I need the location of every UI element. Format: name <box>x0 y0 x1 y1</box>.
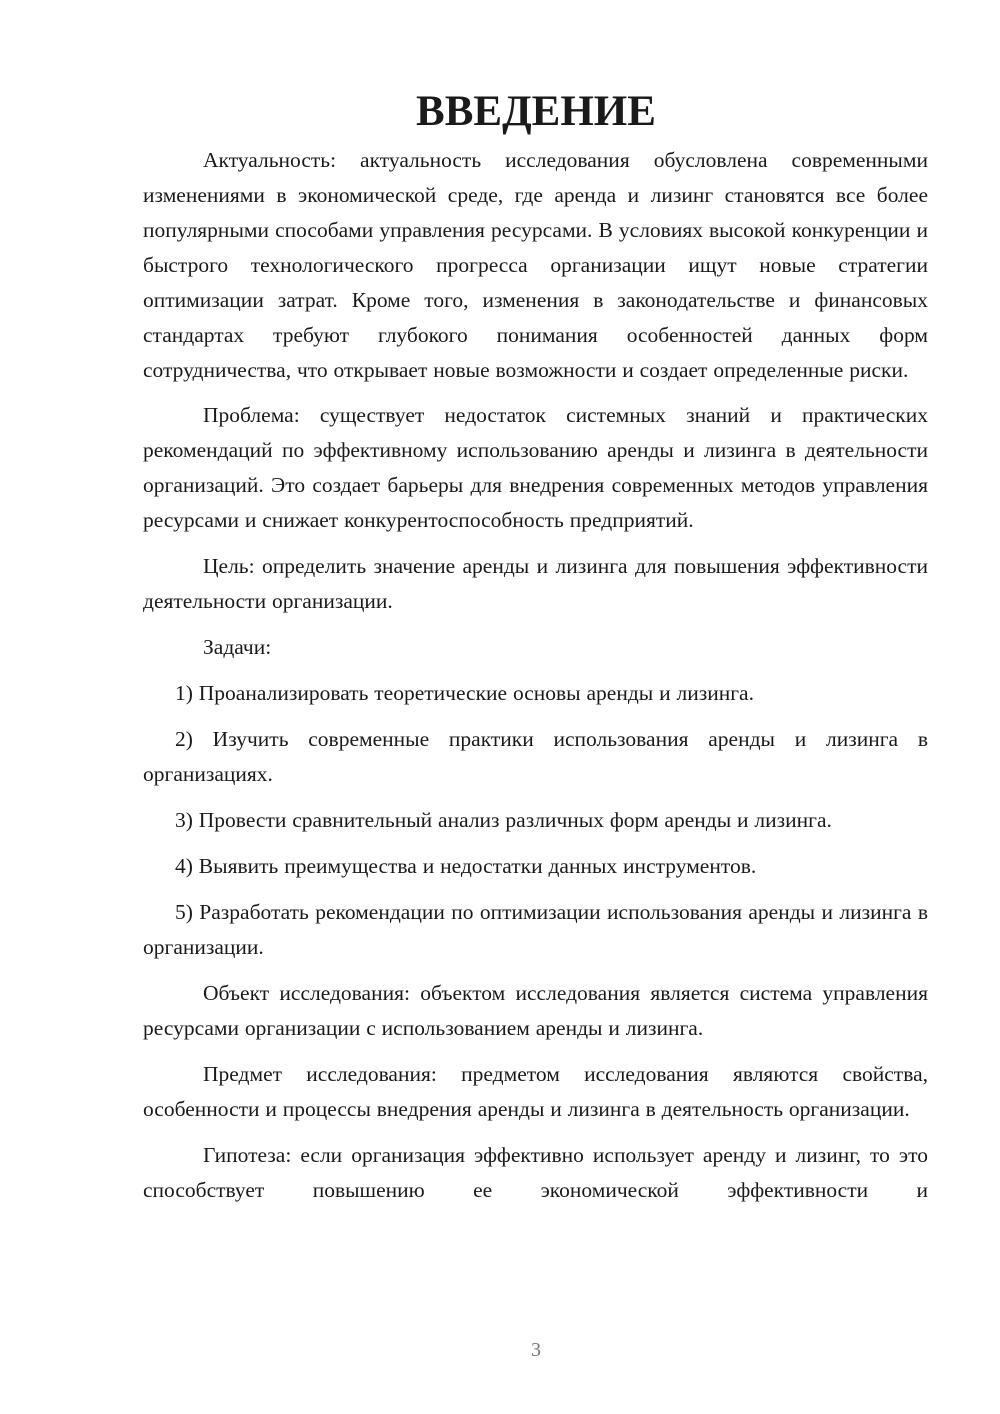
page-number: 3 <box>531 1339 541 1361</box>
paragraph-subject: Предмет исследования: предметом исследования являются свойства, особенности и процессы внедрения аренды и лизинга в деятельность организации. <box>143 1062 928 1121</box>
paragraph-relevance: Актуальность: актуальность исследования обусловлена современными изменениями в экономической среде, где аренда и лизинг становятся все более популярными способами управления ресурсами. В условиях высокой конкуренции и быстрого технологического прогресса организации ищут новые стратегии оптимизации затрат. Кроме того, изменения в законодательстве и финансовых стандартах требуют глубокого понимания особенностей данных форм сотрудничества, что открывает новые возможности и создает определенные риски. <box>143 148 928 382</box>
task-item-5: 5) Разработать рекомендации по оптимизации использования аренды и лизинга в организации. <box>143 900 928 959</box>
body-text <box>143 143 928 1208</box>
section-heading: ВВЕДЕНИЕ <box>416 88 656 135</box>
paragraph-problem: Проблема: существует недостаток системных знаний и практических рекомендаций по эффективному использованию аренды и лизинга в деятельности организаций. Это создает барьеры для внедрения современных методов управления ресурсами и снижает конкурентоспособность предприятий. <box>143 403 928 532</box>
task-item-4: 4) Выявить преимущества и недостатки данных инструментов. <box>175 854 757 878</box>
task-item-1: 1) Проанализировать теоретические основы аренды и лизинга. <box>175 681 754 705</box>
paragraph-hypothesis: Гипотеза: если организация эффективно использует аренду и лизинг, то это способствует повышению ее экономической эффективности и <box>143 1143 928 1202</box>
tasks-heading: Задачи: <box>203 635 272 659</box>
task-item-2: 2) Изучить современные практики использования аренды и лизинга в организациях. <box>143 727 928 786</box>
paragraph-object: Объект исследования: объектом исследования является система управления ресурсами организации с использованием аренды и лизинга. <box>143 981 928 1040</box>
paragraph-goal: Цель: определить значение аренды и лизинга для повышения эффективности деятельности организации. <box>143 554 928 613</box>
task-item-3: 3) Провести сравнительный анализ различных форм аренды и лизинга. <box>175 808 832 832</box>
